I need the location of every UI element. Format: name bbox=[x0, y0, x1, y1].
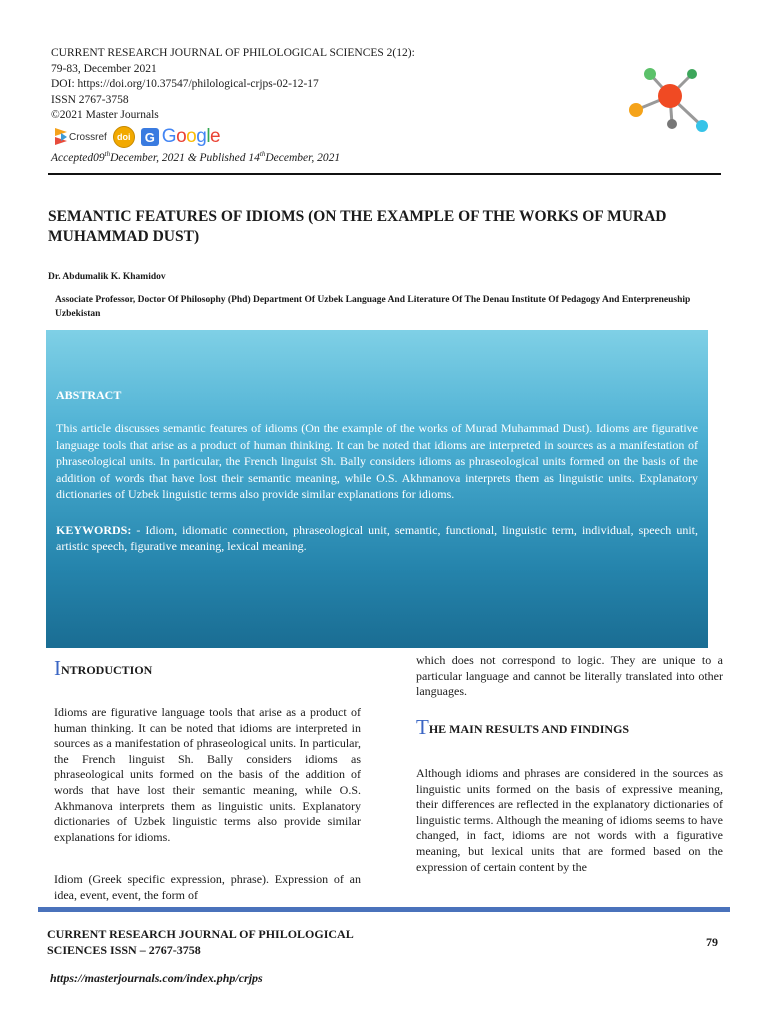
google-scholar-logo[interactable] bbox=[141, 126, 220, 148]
doi-badge-icon[interactable]: doi bbox=[113, 126, 135, 148]
issn: ISSN 2767-3758 bbox=[51, 93, 129, 106]
abstract-heading: ABSTRACT bbox=[56, 388, 122, 402]
section-heading-introduction: INTRODUCTION bbox=[54, 656, 153, 680]
keywords-label: KEYWORDS: bbox=[56, 522, 132, 537]
indexing-logos bbox=[55, 124, 220, 150]
crossref-icon bbox=[55, 128, 67, 146]
intro-paragraph: Idioms are figurative language tools that arise as a product of human thinking. It can be noted that idioms are interpreted in sources as a manifestation of phraseological units. In particular, the French linguist Sh. Bally considers idioms as phraseological units formed on the basis of the addition of words that have lost their semantic meaning, while O.S. Akhmanova interprets them as linguistic units. Explanatory dictionaries of Uzbek linguistic terms also provide similar explanations for idioms. bbox=[54, 705, 361, 844]
article-title: SEMANTIC FEATURES OF IDIOMS (ON THE EXAMPLE OF THE WORKS OF MURAD MUHAMMAD DUST) bbox=[48, 208, 667, 245]
keywords-list: - Idiom, idiomatic connection, phraseological unit, semantic, functional, linguistic term, individual, speech unit, artistic speech, figurative meaning, lexical meaning. bbox=[56, 522, 698, 553]
keywords bbox=[56, 522, 698, 555]
crossref-label: Crossref bbox=[69, 131, 107, 143]
google-scholar-icon: G bbox=[141, 128, 159, 146]
intro-paragraph-2: Idiom (Greek specific expression, phrase). Expression of an idea, event, event, the form of bbox=[54, 872, 361, 902]
copyright: ©2021 Master Journals bbox=[51, 109, 159, 121]
google-label: Google bbox=[161, 126, 221, 147]
author-affiliation: Associate Professor, Doctor Of Philosophy (Phd) Department Of Uzbek Language And Literature Of The Denau Institute Of Pedagogy And Enterpreneuship Uzbekistan bbox=[55, 295, 691, 319]
abstract-box bbox=[46, 330, 708, 648]
publication-dates: Accepted09thDecember, 2021 & Published 14thDecember, 2021 bbox=[51, 150, 341, 164]
doi-link[interactable]: DOI: https://doi.org/10.37547/philological-crjps-02-12-17 bbox=[51, 78, 319, 90]
molecule-logo-icon bbox=[620, 60, 720, 140]
section-heading-results: THE MAIN RESULTS AND FINDINGS bbox=[416, 715, 630, 739]
author-name: Dr. Abdumalik K. Khamidov bbox=[48, 272, 166, 282]
dropcap: T bbox=[416, 715, 429, 739]
abstract-text: This article discusses semantic features of idioms (On the example of the works of Murad Muhammad Dust). Idioms are figurative language tools that arise as a product of human thinking. It can be noted that idioms are interpreted in sources as a manifestation of phraseological units. In particular, the French linguist Sh. Bally considers idioms as phraseological units formed on the basis of the addition of words that have lost their semantic meaning, while O.S. Akhmanova interprets them as linguistic units. Explanatory dictionaries of Uzbek linguistic terms also provide similar explanations for idioms. bbox=[56, 421, 698, 501]
header-divider bbox=[48, 173, 721, 175]
dropcap: I bbox=[54, 656, 61, 680]
body-paragraph: which does not correspond to logic. They are unique to a particular language and cannot be literally translated into other languages. bbox=[416, 653, 723, 699]
results-paragraph: Although idioms and phrases are considered in the sources as linguistic units formed on the basis of expressive meaning, their differences are reflected in the explanatory dictionaries of linguistic terms. Although the meaning of idioms seems to have changed, in fact, idioms are not words with a figurative meaning, but lexical units that are formed based on the expression of certain content by the bbox=[416, 766, 723, 874]
journal-citation-line2: 79-83, December 2021 bbox=[51, 62, 157, 75]
journal-header bbox=[51, 46, 441, 124]
crossref-logo[interactable] bbox=[55, 128, 107, 146]
footer-divider bbox=[38, 907, 730, 912]
page-number: 79 bbox=[706, 935, 718, 949]
journal-url-link[interactable]: https://masterjournals.com/index.php/crjps bbox=[50, 971, 263, 985]
journal-citation-line1: CURRENT RESEARCH JOURNAL OF PHILOLOGICAL SCIENCES 2(12): bbox=[51, 47, 415, 59]
footer-journal-name: CURRENT RESEARCH JOURNAL OF PHILOLOGICAL SCIENCES ISSN – 2767-3758 bbox=[47, 927, 354, 957]
